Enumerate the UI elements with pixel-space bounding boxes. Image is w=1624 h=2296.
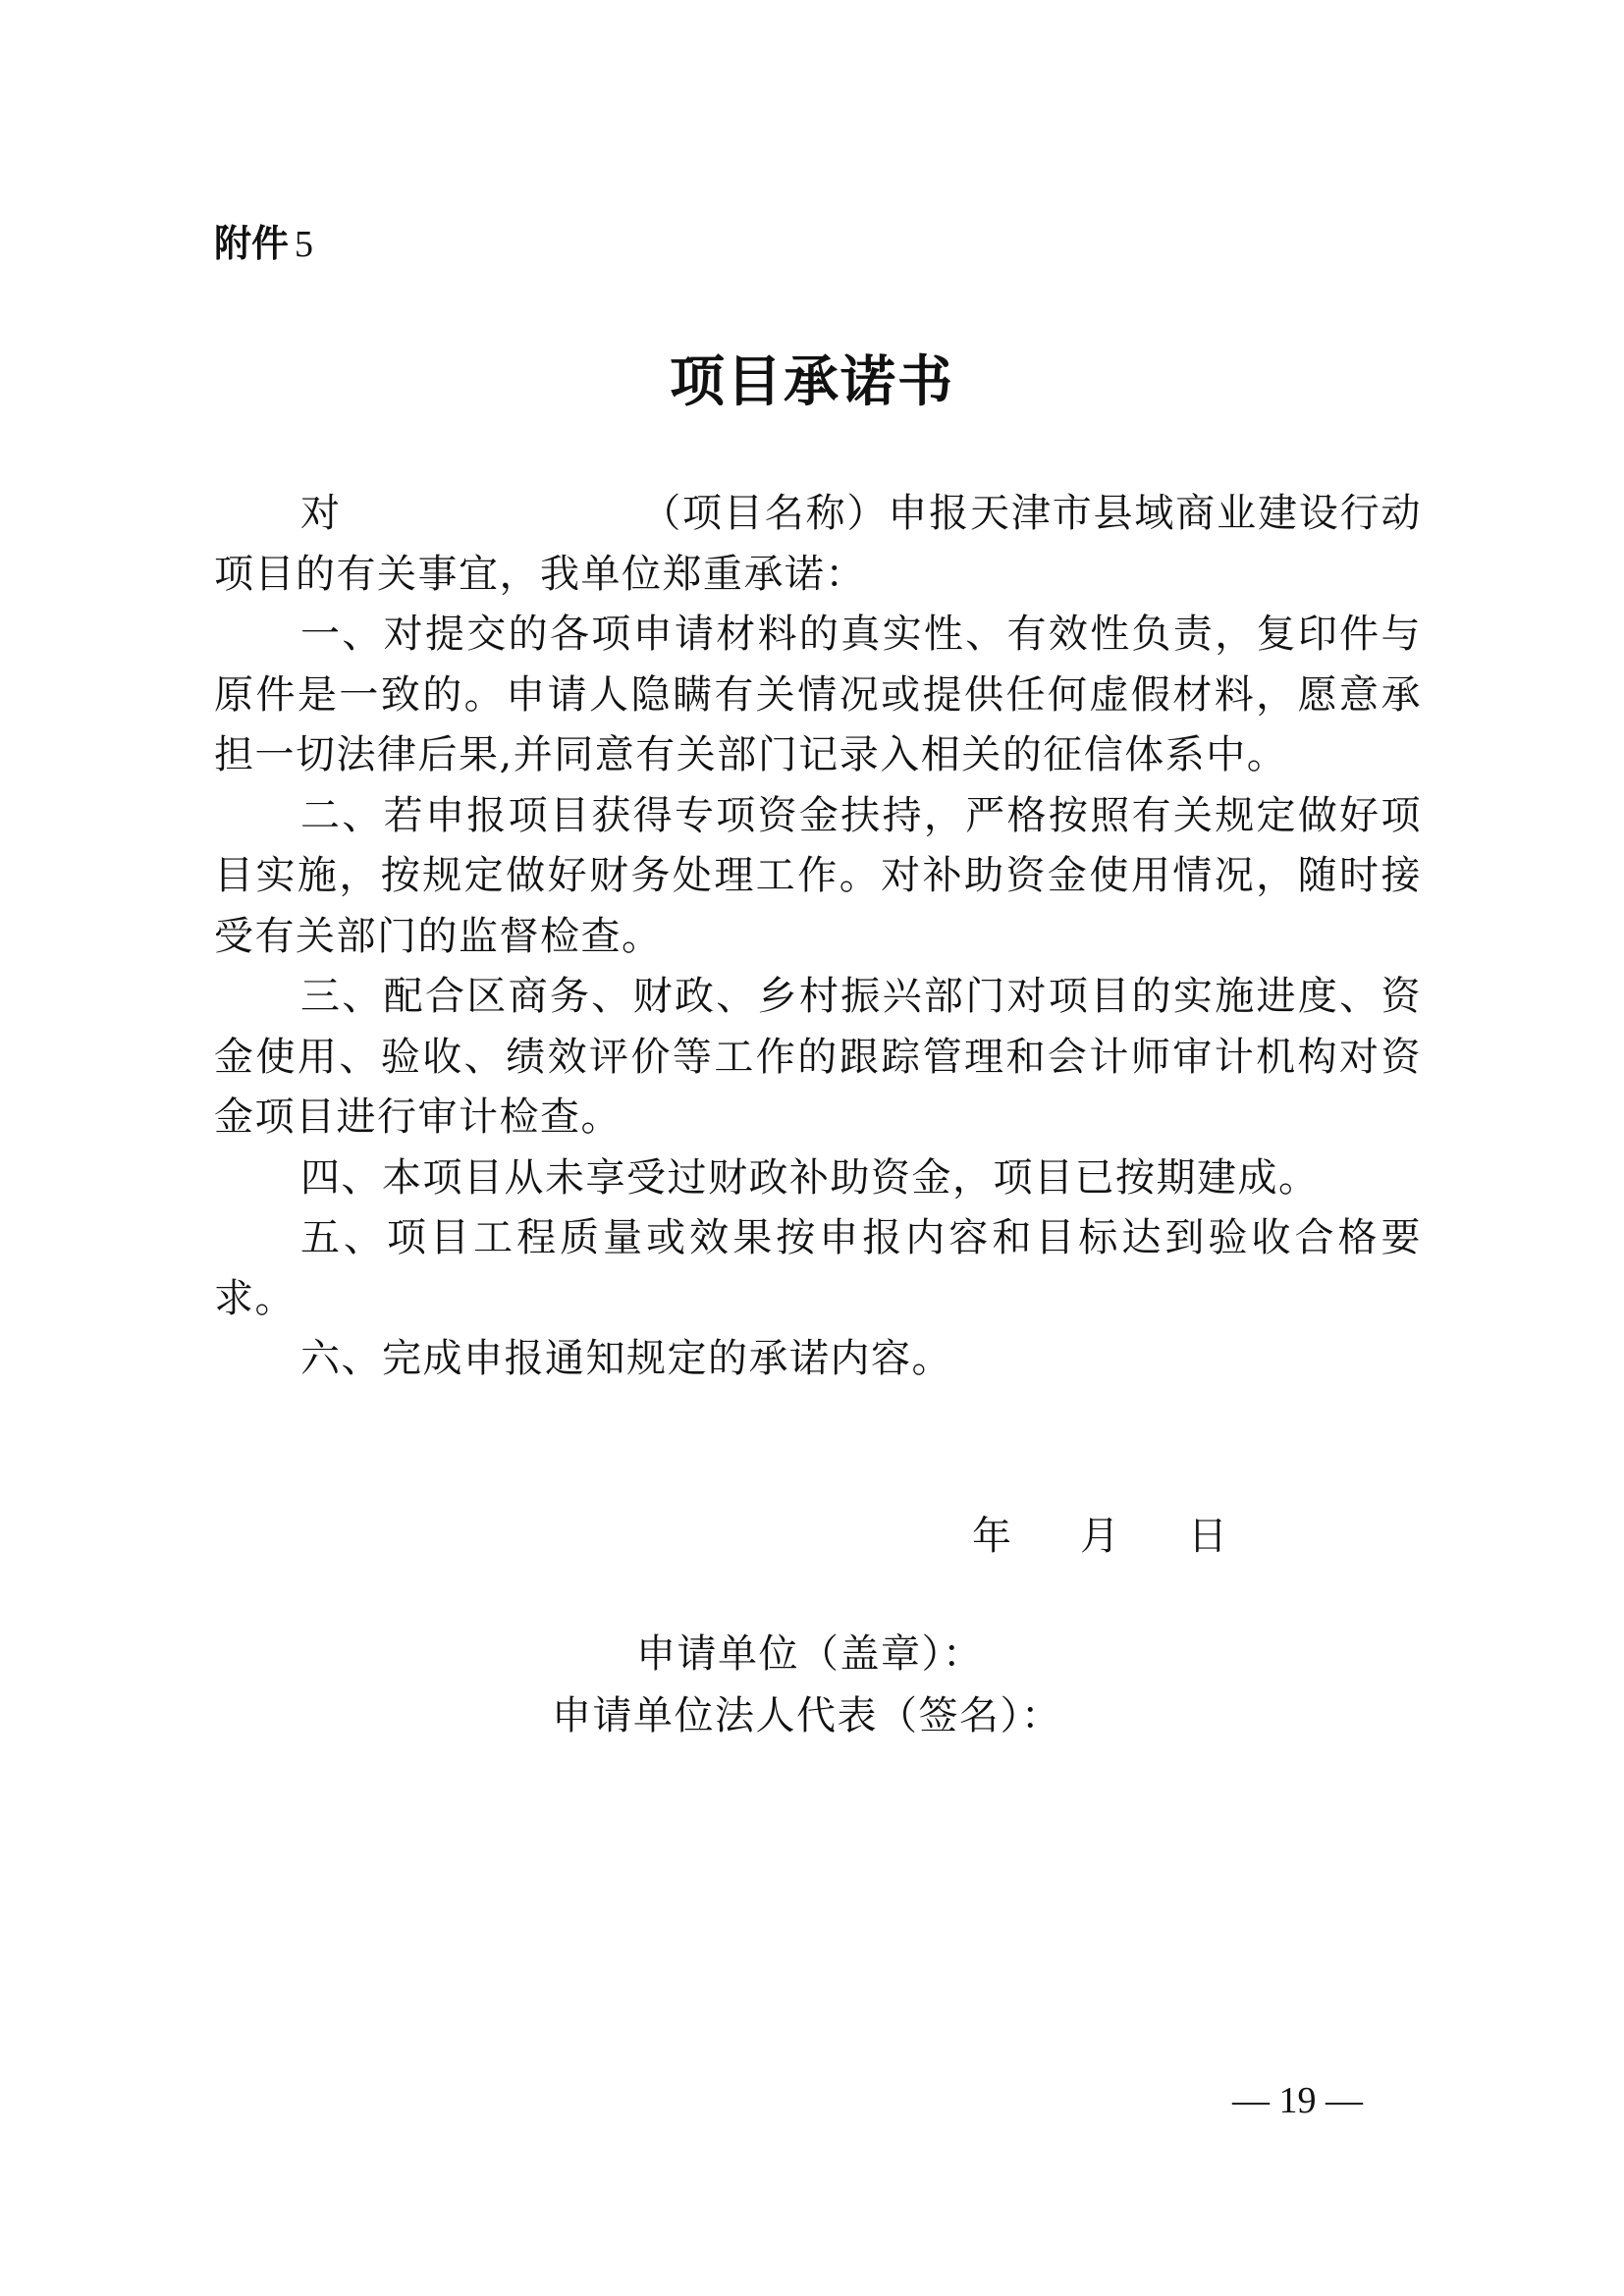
intro-paragraph [214,484,1422,605]
date-month: 月 [1080,1514,1119,1559]
commitment-item-2: 二、若申报项目获得专项资金扶持，严格按照有关规定做好项目实施，按规定做好财务处理工作。对补助资金使用情况，随时接受有关部门的监督检查。 [214,792,1422,959]
document-body [214,484,1422,1390]
commitment-item-1: 一、对提交的各项申请材料的真实性、有效性负责，复印件与原件是一致的。申请人隐瞒有关情况或提供任何虚假材料，愿意承担一切法律后果,并同意有关部门记录入相关的征信体系中。 [214,612,1422,777]
intro-rest: （项目名称）申报天津市县域商业建设行动项目的有关事宜，我单位郑重承诺： [214,491,1423,597]
attachment-number: 5 [295,224,314,265]
attachment-prefix: 附件 [214,222,290,265]
attachment-label [214,214,313,274]
legal-representative-line: 申请单位法人代表（签名）： [552,1693,1062,1738]
applicant-seal-line: 申请单位（盖章）： [636,1631,984,1677]
commitment-item-3: 三、配合区商务、财政、乡村振兴部门对项目的实施进度、资金使用、验收、绩效评价等工作的跟踪管理和会计师审计机构对资金项目进行审计检查。 [214,974,1422,1140]
intro-start: 对 [300,491,342,536]
document-title: 项目承诺书 [670,350,954,414]
date-year: 年 [972,1514,1011,1559]
commitment-item-6: 六、完成申报通知规定的承诺内容。 [300,1336,952,1381]
commitment-item-5: 五、项目工程质量或效果按申报内容和目标达到验收合格要求。 [214,1215,1422,1321]
date-day: 日 [1188,1514,1227,1559]
date-line [972,1507,1227,1566]
page-number: — 19 — [1232,2080,1363,2121]
commitment-item-4: 四、本项目从未享受过财政补助资金，项目已按期建成。 [300,1154,1320,1201]
